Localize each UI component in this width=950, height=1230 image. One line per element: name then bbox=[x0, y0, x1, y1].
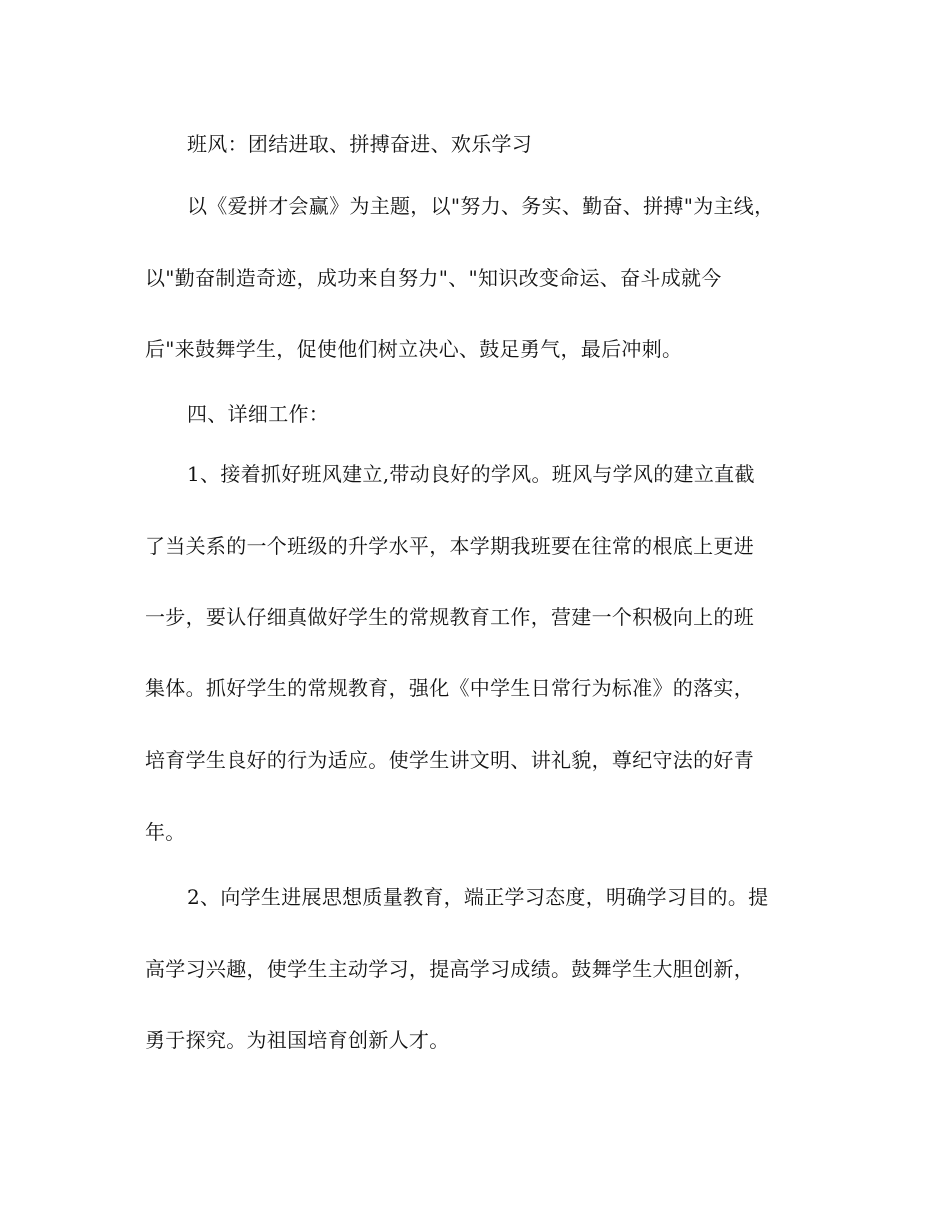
item-1-line-2: 了当关系的一个班级的升学水平，本学期我班要在往常的根底上更进 bbox=[145, 534, 754, 558]
item-1-line-4: 集体。抓好学生的常规教育，强化《中学生日常行为标准》的落实， bbox=[145, 676, 754, 700]
item-2-line-1: 2、向学生进展思想质量教育，端正学习态度，明确学习目的。提 bbox=[187, 885, 769, 909]
item-1-line-5: 培育学生良好的行为适应。使学生讲文明、讲礼貌，尊纪守法的好青 bbox=[145, 748, 754, 772]
item-1-line-3: 一步，要认仔细真做好学生的常规教育工作，营建一个积极向上的班 bbox=[145, 605, 754, 629]
item-2-line-3: 勇于探究。为祖国培育创新人才。 bbox=[145, 1028, 450, 1052]
item-1-line-1: 1、接着抓好班风建立,带动良好的学风。班风与学风的建立直截 bbox=[187, 462, 755, 486]
item-1-line-6: 年。 bbox=[145, 820, 186, 844]
theme-paragraph-line-1: 以《爱拼才会赢》为主题，以"努力、务实、勤奋、拼搏"为主线， bbox=[187, 194, 775, 218]
theme-paragraph-line-2: 以"勤奋制造奇迹，成功来自努力"、"知识改变命运、奋斗成就今 bbox=[145, 266, 722, 290]
class-motto-line: 班风：团结进取、拼搏奋进、欢乐学习 bbox=[187, 132, 533, 156]
item-2-line-2: 高学习兴趣，使学生主动学习，提高学习成绩。鼓舞学生大胆创新， bbox=[145, 957, 754, 981]
section-heading-work: 四、详细工作： bbox=[187, 402, 330, 426]
theme-paragraph-line-3: 后"来鼓舞学生，促使他们树立决心、鼓足勇气，最后冲刺。 bbox=[145, 337, 683, 361]
